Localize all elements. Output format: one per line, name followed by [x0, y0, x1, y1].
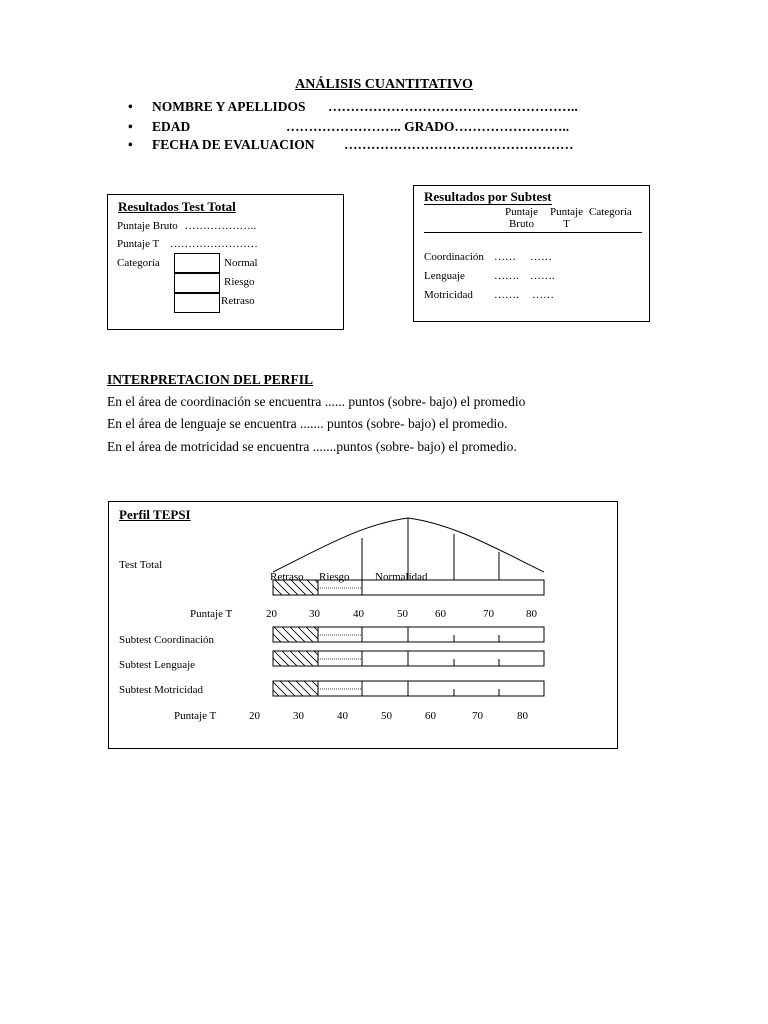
subtest-label: Motricidad — [424, 289, 473, 301]
header-divider — [424, 232, 642, 233]
scale-value: 60 — [435, 608, 446, 620]
zone-label-retraso: Retraso — [270, 571, 304, 583]
category-checkbox-retraso[interactable] — [174, 293, 220, 313]
col-puntaje-t: Puntaje T — [550, 206, 583, 230]
category-option-retraso: Retraso — [221, 295, 255, 307]
subtest-label: Lenguaje — [424, 270, 465, 282]
scale-value: 30 — [293, 710, 304, 722]
subtest-bar — [273, 627, 544, 642]
scale-value: 80 — [517, 710, 528, 722]
subtest-label: Coordinación — [424, 251, 484, 263]
bullet-icon: • — [128, 137, 133, 152]
field-value[interactable]: ……………………………………………….. — [328, 99, 578, 114]
puntaje-bruto-row — [117, 220, 256, 232]
perfil-title: Perfil TEPSI — [119, 507, 191, 522]
field-label: EDAD — [152, 119, 191, 134]
interpretacion-line: En el área de lenguaje se encuentra ....... puntos (sobre- bajo) el promedio. — [107, 416, 508, 431]
categoria-label: Categoría — [117, 257, 160, 269]
puntaje-bruto-label: Puntaje Bruto — [117, 220, 178, 232]
bullet-icon: • — [128, 119, 133, 134]
scale-value: 20 — [249, 710, 260, 722]
puntaje-t-value[interactable]: …………………… — [169, 238, 258, 250]
puntaje-t-row — [117, 238, 258, 250]
subtest-label: Subtest Coordinación — [119, 634, 215, 646]
field-value[interactable]: …………………………………………… — [344, 137, 574, 152]
puntaje-t-label: Puntaje T — [117, 238, 160, 250]
puntaje-bruto-value[interactable]: ……………….. — [184, 220, 257, 232]
scale-value: 80 — [526, 608, 537, 620]
category-checkbox-normal[interactable] — [174, 253, 220, 273]
test-total-label: Test Total — [119, 559, 163, 571]
interpretacion-line: En el área de motricidad se encuentra .......puntos (sobre- bajo) el promedio. — [107, 439, 517, 454]
subtest-t-value[interactable]: …… — [532, 289, 554, 301]
puntaje-t-axis-label: Puntaje T — [190, 608, 233, 620]
field-label: FECHA DE EVALUACION — [152, 137, 315, 152]
subtest-title: Resultados por Subtest — [424, 189, 552, 204]
field-value[interactable]: …………………….. GRADO…………………….. — [286, 119, 570, 134]
subtest-label: Subtest Lenguaje — [119, 659, 196, 671]
scale-value: 20 — [266, 608, 277, 620]
scale-value: 70 — [483, 608, 494, 620]
col-puntaje-bruto: Puntaje Bruto — [505, 206, 538, 230]
zone-label-normalidad: Normalidad — [375, 571, 428, 583]
scale-value: 40 — [337, 710, 348, 722]
subtest-bar — [273, 651, 544, 666]
col-categoria: Categoría — [589, 206, 632, 218]
subtest-row — [424, 289, 473, 301]
scale-value: 70 — [472, 710, 483, 722]
subtest-bruto-value[interactable]: ……. — [494, 270, 519, 282]
category-checkbox-riesgo[interactable] — [174, 273, 220, 293]
perfil-box — [108, 501, 618, 749]
zone-label-riesgo: Riesgo — [319, 571, 350, 583]
scale-value: 40 — [353, 608, 364, 620]
category-option-normal: Normal — [224, 257, 258, 269]
bullet-icon: • — [128, 99, 133, 114]
subtest-row — [424, 251, 484, 263]
scale-value: 50 — [397, 608, 408, 620]
test-total-box — [107, 194, 344, 330]
subtest-t-value[interactable]: …… — [530, 251, 552, 263]
interpretacion-line: En el área de coordinación se encuentra ...... puntos (sobre- bajo) el promedio — [107, 394, 526, 409]
subtest-bruto-value[interactable]: …… — [494, 251, 516, 263]
subtest-bar — [273, 681, 544, 696]
subtest-row — [424, 270, 465, 282]
subtest-label: Subtest Motricidad — [119, 684, 204, 696]
field-label: NOMBRE Y APELLIDOS — [152, 99, 306, 114]
page-title: ANÁLISIS CUANTITATIVO — [295, 77, 473, 92]
interpretacion-title: INTERPRETACION DEL PERFIL — [107, 372, 314, 387]
subtest-box — [413, 185, 650, 322]
subtest-t-value[interactable]: ……. — [530, 270, 555, 282]
scale-value: 50 — [381, 710, 392, 722]
test-total-title: Resultados Test Total — [118, 199, 236, 214]
scale-value: 60 — [425, 710, 436, 722]
subtest-bruto-value[interactable]: ……. — [494, 289, 519, 301]
scale-value: 30 — [309, 608, 320, 620]
category-option-riesgo: Riesgo — [224, 276, 255, 288]
puntaje-t-axis-label: Puntaje T — [174, 710, 217, 722]
